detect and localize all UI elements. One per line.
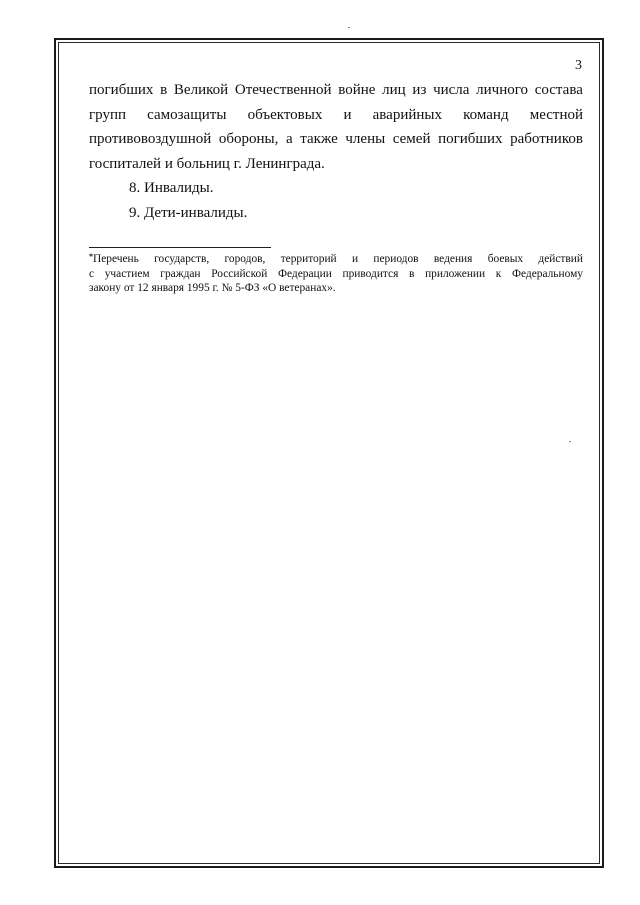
word: погибших [89,82,154,98]
word: и [343,106,352,123]
word: а [285,131,293,147]
word: личного [476,82,529,98]
body-line-3 [89,127,583,152]
scan-speck [569,441,571,442]
word: лиц [382,82,406,98]
word: Российской [211,267,268,280]
footnote-line-2 [89,267,583,282]
word: команд [463,106,509,123]
word: из [412,82,427,98]
footnote-word: ведения [433,253,473,265]
body-line-4: госпиталей и больниц г. Ленинграда. [89,155,325,172]
word: числа [433,82,470,98]
footnote-word: городов, [224,253,266,265]
word: самозащиты [147,106,227,123]
footnote-word: действий [538,253,583,265]
word: Федерации [278,267,332,280]
word: групп [89,106,127,123]
word: Федеральному [512,267,583,280]
word: объектовых [247,106,323,123]
word: Великой [173,82,229,98]
footnote-word: периодов [373,253,419,265]
word: войне [338,82,376,98]
word: противовоздушной [89,131,212,147]
footnote [89,252,583,296]
word: приложении [425,267,486,280]
word: местной [529,106,583,123]
footnote-marker: * [89,252,93,261]
word: Отечественной [234,82,332,98]
word: обороны, [218,131,279,147]
word: работников [510,131,583,147]
footnote-line-1 [89,252,583,267]
word: члены [345,131,386,147]
word: семей [392,131,431,147]
body-line-2 [89,103,583,128]
footnote-line-3: закону от 12 января 1995 г. № 5-ФЗ «О ветеранах». [89,282,336,294]
page-number: 3 [575,58,582,73]
footnote-word: боевых [487,253,524,265]
word: в [160,82,168,98]
word: в [409,267,415,280]
scan-speck [348,27,350,28]
footnote-word: и [351,253,359,265]
word: аварийных [372,106,442,123]
footnote-word: территорий [280,253,337,265]
word: к [495,267,502,280]
word: с [89,267,95,280]
body-line-1 [89,78,583,103]
word: погибших [438,131,503,147]
footnote-separator [89,247,271,248]
footnote-word: государств, [154,253,210,265]
footnote-first-word [89,252,139,267]
word: граждан [160,267,201,280]
footnote-word: Перечень [93,253,139,265]
word: состава [534,82,583,98]
word: также [300,131,338,147]
list-item-8: 8. Инвалиды. [129,180,214,196]
body-text [89,78,583,225]
list-item-9: 9. Дети-инвалиды. [129,204,248,221]
word: приводится [342,267,399,280]
word: участием [104,267,150,280]
